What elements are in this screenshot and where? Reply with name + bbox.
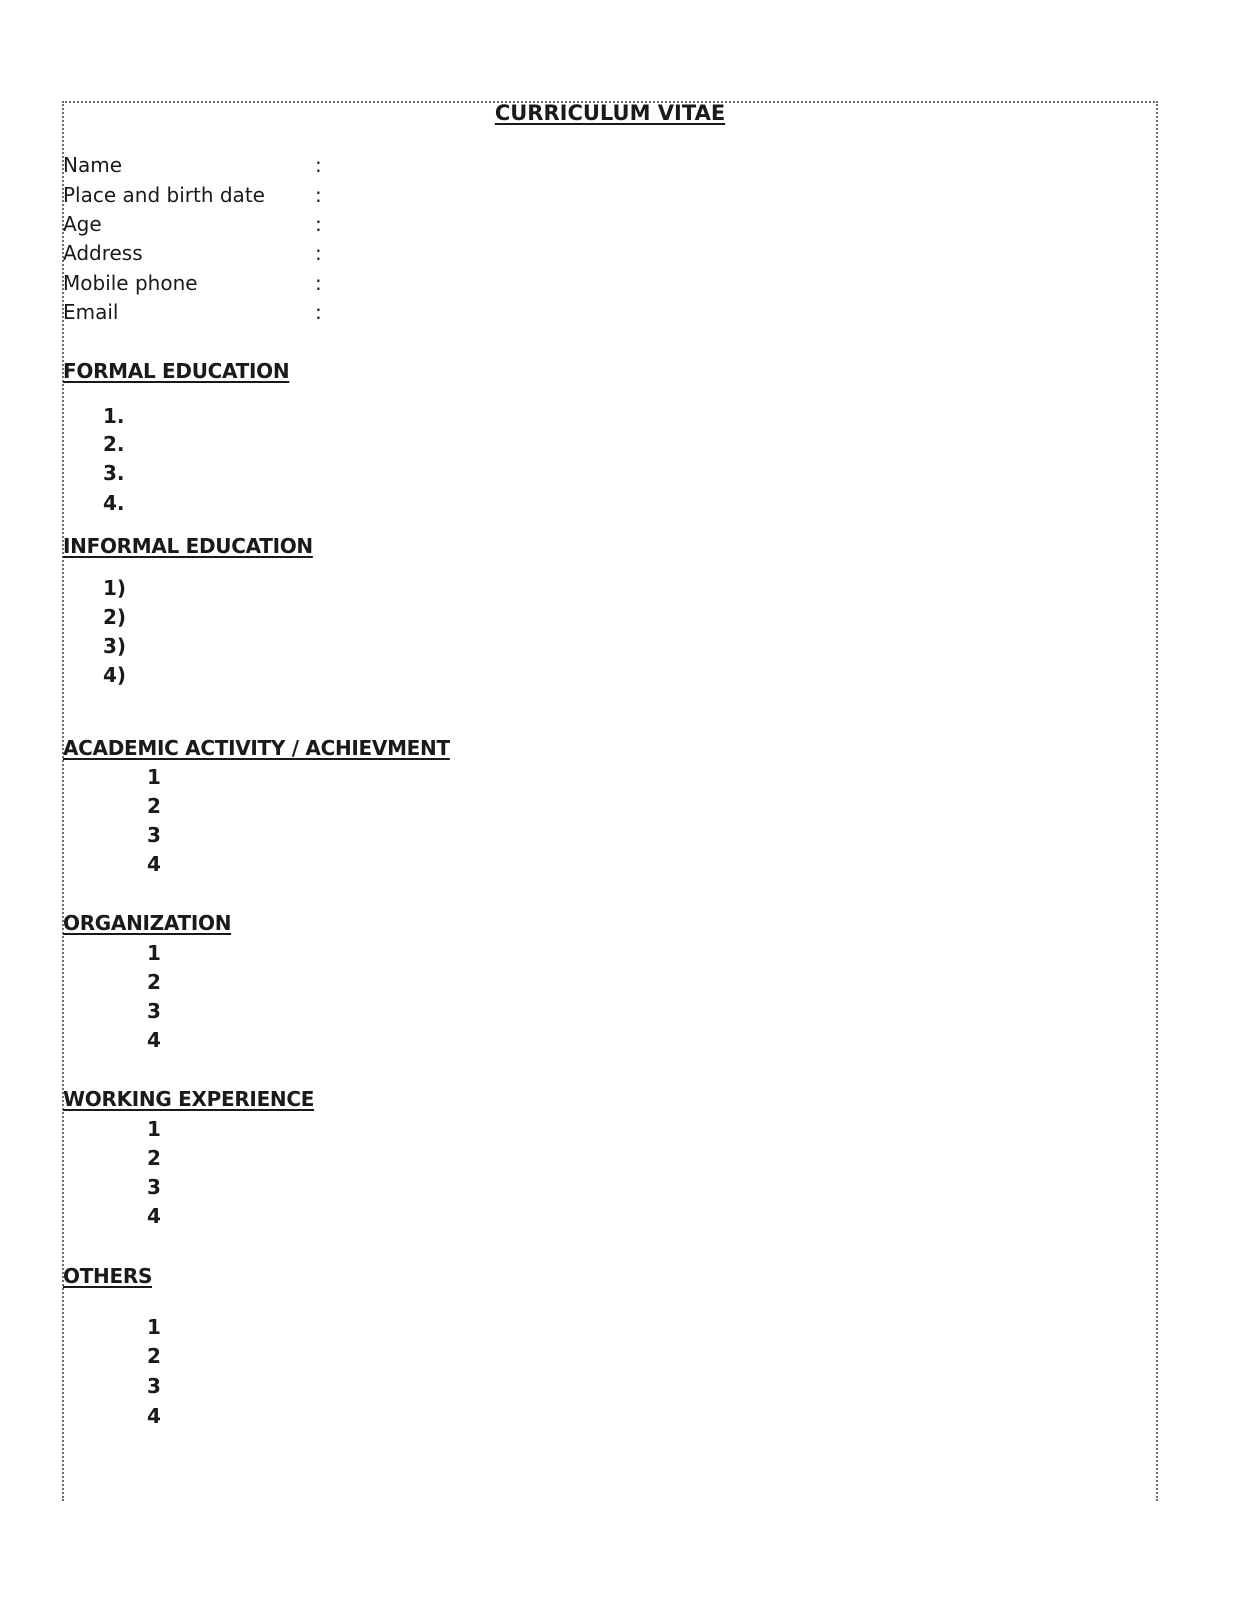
field-separator: : [315,241,322,265]
list-item-number: 4 [147,1028,161,1052]
list-item-number: 3 [147,1374,161,1398]
field-label-place-birth-date: Place and birth date [63,183,265,207]
list-item-number: 3 [147,999,161,1023]
list-item-number: 2 [147,970,161,994]
field-label-address: Address [63,241,143,265]
list-item-number: 3) [103,634,127,658]
list-item-number: 1 [147,941,161,965]
field-separator: : [315,271,322,295]
list-item-number: 1 [147,1315,161,1339]
list-item-number: 4 [147,852,161,876]
list-item-number: 2. [103,432,125,456]
list-item-number: 1 [147,765,161,789]
field-separator: : [315,183,322,207]
list-item-number: 2 [147,1344,161,1368]
list-item-number: 2 [147,1146,161,1170]
list-item-number: 4) [103,663,127,687]
list-item-number: 3 [147,1175,161,1199]
list-item-number: 4 [147,1204,161,1228]
section-heading-academic-activity: ACADEMIC ACTIVITY / ACHIEVMENT [63,736,450,760]
field-label-email: Email [63,300,119,324]
page-border [62,101,1158,1501]
field-separator: : [315,212,322,236]
list-item-number: 2 [147,794,161,818]
section-heading-others: OTHERS [63,1264,153,1288]
list-item-number: 1 [147,1117,161,1141]
section-heading-working-experience: WORKING EXPERIENCE [63,1087,315,1111]
field-separator: : [315,300,322,324]
list-item-number: 2) [103,605,127,629]
list-item-number: 4. [103,491,125,515]
list-item-number: 3 [147,823,161,847]
section-heading-organization: ORGANIZATION [63,911,232,935]
list-item-number: 1. [103,404,125,428]
list-item-number: 1) [103,576,127,600]
field-label-mobile-phone: Mobile phone [63,271,198,295]
list-item-number: 3. [103,461,125,485]
field-separator: : [315,153,322,177]
field-label-name: Name [63,153,123,177]
document-title: CURRICULUM VITAE [494,101,726,125]
field-label-age: Age [63,212,102,236]
section-heading-informal-education: INFORMAL EDUCATION [63,534,313,558]
list-item-number: 4 [147,1404,161,1428]
section-heading-formal-education: FORMAL EDUCATION [63,359,290,383]
